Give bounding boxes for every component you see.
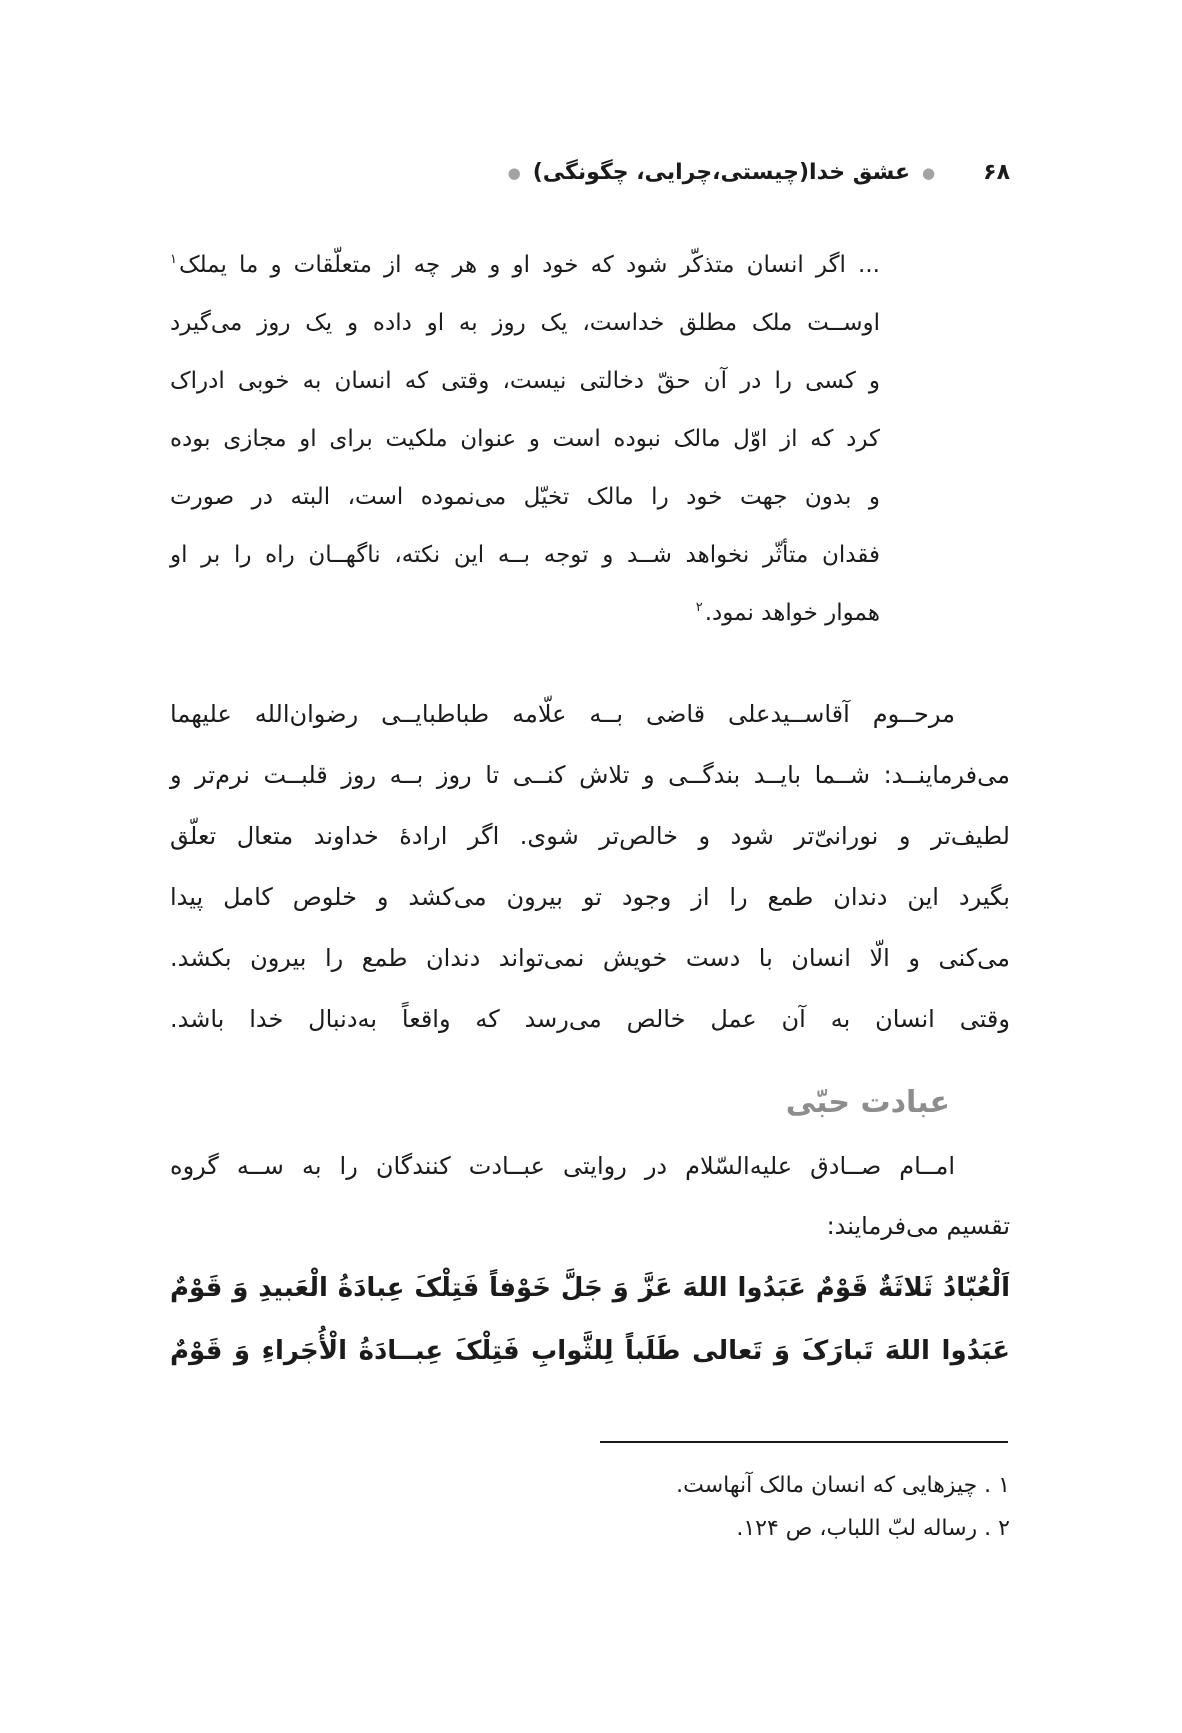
footnote-item: ۱ . چیزهایی که انسان مالک آنهاست. [676,1473,1010,1498]
body-line: مرحــوم آقاســیدعلی قاضی بــه علّامه طباطبایــی رضوان‌الله علیهما [170,700,955,728]
bullet-icon: ● [922,164,936,182]
quote-line: هموار خواهد نمود.$^۲$ [695,600,880,626]
body-paragraph [170,1136,1010,1256]
body-line: تقسیم می‌فرمایند: [826,1212,1010,1240]
footnote-marker: ۲ [695,600,703,616]
body-line: بگیرد این دندان طمع را از وجود تو بیرون می‌کشد و خلوص کامل پیدا [170,883,1010,911]
hadith-line: اَلْعُبّادُ ثَلاثَةٌ قَوْمٌ عَبَدُوا اللهَ عَزَّ وَ جَلَّ خَوْفاً فَتِلْکَ عِبادَةُ الْعَبیدِ وَ قَوْمٌ [170,1273,1010,1303]
hadith-paragraph [170,1257,1010,1383]
body-line: می‌فرماینــد: شــما بایــد بندگــی و تلاش کنــی تا روز بــه روز قلبــت نرم‌تر و [170,761,1010,789]
running-head [496,156,1010,190]
body-line: امــام صــادق علیه‌السّلام در روایتی عبــادت کنندگان را به ســه گروه [170,1152,955,1180]
bullet-icon: ● [507,164,521,182]
footnote-marker: ۱ [170,252,177,268]
quote-line: ... اگر انسان متذکّر شود که خود او و هر چه از متعلّقات و ما یملک$^۱$ [170,252,880,278]
quote-line: فقدان متأثّر نخواهد شــد و توجه بــه این نکته، ناگهــان راه را بر او [170,542,880,568]
quote-paragraph [170,236,880,642]
book-title: عشق خدا(چیستی،چرایی، چگونگی) [532,160,911,185]
footnote-divider [600,1441,1008,1443]
body-paragraph [170,684,1010,1050]
body-line: می‌کنی و الّا انسان با دست خویش نمی‌تواند دندان طمع را بیرون بکشد. [170,944,1010,972]
quote-line: اوســت ملک مطلق خداست، یک روز به او داده و یک روز می‌گیرد [170,310,880,336]
hadith-line: عَبَدُوا اللهَ تَبارَکَ وَ تَعالی طَلَباً لِلثَّوابِ فَتِلْکَ عِبــادَةُ الْأُجَراءِ وَ قَوْمٌ [170,1336,1010,1366]
quote-line: و بدون جهت خود را مالک تخیّل می‌نموده است، البته در صورت [170,484,880,510]
footnote-list [170,1464,1010,1550]
footnote-item: ۲ . رساله لبّ اللباب، ص ۱۲۴. [736,1516,1010,1541]
quote-line: کرد که از اوّل مالک نبوده است و عنوان ملکیت برای او مجازی بوده [170,426,880,452]
section-heading: عبادت حبّی [785,1085,950,1120]
body-line: وقتی انسان به آن عمل خالص می‌رسد که واقعاً به‌دنبال خدا باشد. [170,1005,1010,1033]
quote-line: و کسی را در آن حقّ دخالتی نیست، وقتی که انسان به خوبی ادراک [170,368,880,394]
body-line: لطیف‌تر و نورانیّ‌تر شود و خالص‌تر شوی. اگر ارادهٔ خداوند متعال تعلّق [170,822,1010,850]
page-number: ۶۸ [983,160,1010,185]
